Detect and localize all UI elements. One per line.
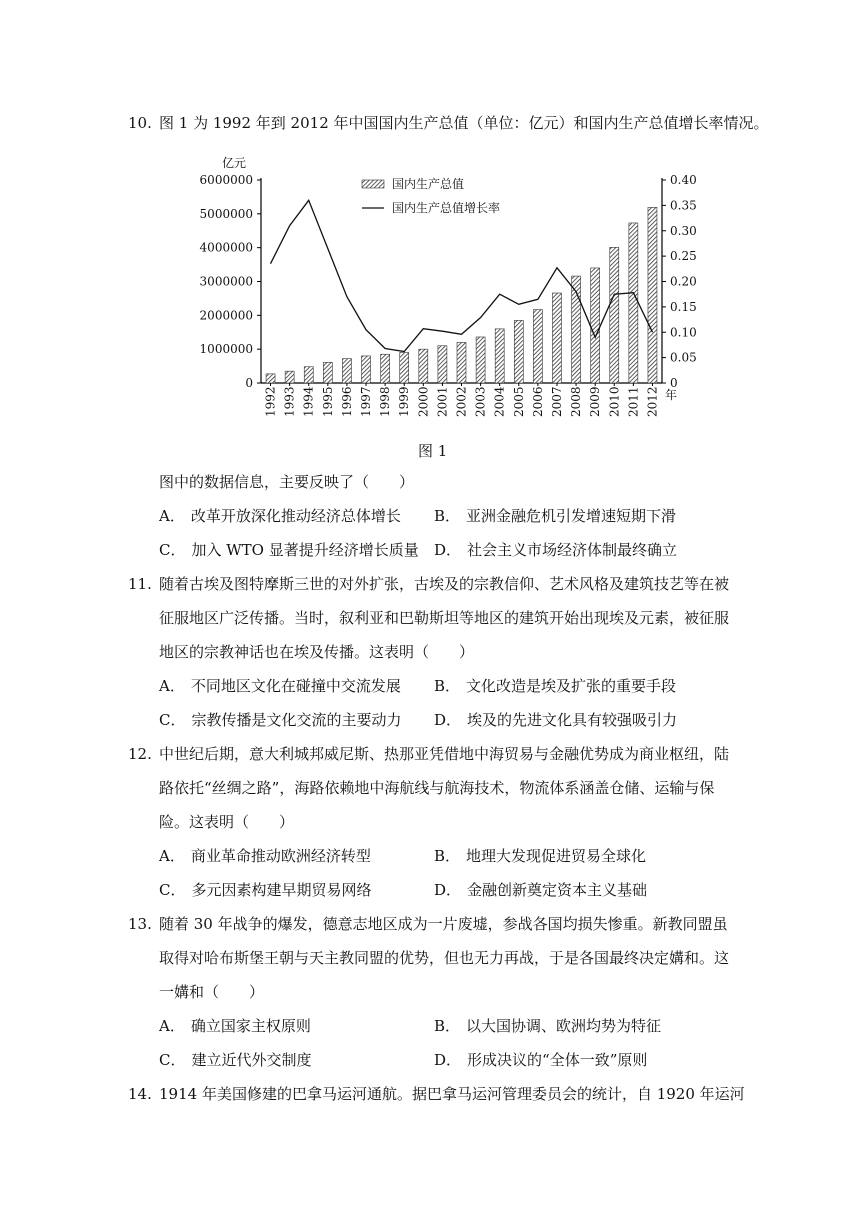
question-number: 13. bbox=[128, 915, 152, 933]
option-letter: B． bbox=[434, 507, 461, 525]
question-stem-line: 图 1 为 1992 年到 2012 年中国国内生产总值（单位：亿元）和国内生产总值增长率情况。 bbox=[159, 114, 769, 132]
option-b[interactable] bbox=[434, 506, 676, 526]
x-tick-label: 1992 bbox=[263, 386, 278, 417]
left-axis-unit-label: 亿元 bbox=[222, 156, 247, 170]
x-tick-label: 1996 bbox=[339, 386, 354, 417]
option-text: 以大国协调、欧洲均势为特征 bbox=[466, 1017, 662, 1035]
question-stem-line: 随着古埃及图特摩斯三世的对外扩张，古埃及的宗教信仰、艺术风格及建筑技艺等在被 bbox=[159, 575, 730, 593]
x-tick-label: 1998 bbox=[378, 386, 393, 417]
option-letter: A． bbox=[159, 677, 185, 695]
question-number: 14. bbox=[128, 1085, 152, 1103]
x-tick-label: 2011 bbox=[626, 386, 641, 417]
option-a[interactable] bbox=[159, 846, 371, 866]
x-tick-label: 2010 bbox=[607, 386, 622, 417]
x-tick-label: 1995 bbox=[320, 386, 335, 417]
right-tick-label: 0.20 bbox=[670, 274, 697, 289]
gdp-bar bbox=[342, 359, 351, 383]
left-tick-label: 3000000 bbox=[199, 274, 253, 289]
x-tick-label: 2002 bbox=[454, 386, 469, 417]
option-letter: D． bbox=[434, 711, 462, 729]
question-stem-line: 险。这表明（ ） bbox=[159, 813, 295, 831]
option-a[interactable] bbox=[159, 676, 401, 696]
right-tick-label: 0.05 bbox=[670, 350, 697, 365]
x-tick-label: 2008 bbox=[569, 386, 584, 417]
right-tick-label: 0.10 bbox=[670, 325, 697, 340]
left-tick-label: 4000000 bbox=[199, 240, 253, 255]
option-letter: D． bbox=[434, 541, 462, 559]
option-text: 建立近代外交制度 bbox=[191, 1051, 312, 1069]
x-tick-label: 2009 bbox=[588, 386, 603, 417]
gdp-bar bbox=[285, 371, 294, 383]
option-text: 地理大发现促进贸易全球化 bbox=[466, 847, 647, 865]
gdp-bar bbox=[419, 349, 428, 383]
question-stem-line: 路依托“丝绸之路”，海路依赖地中海航线与航海技术，物流体系涵盖仓储、运输与保 bbox=[159, 779, 715, 797]
left-tick-label: 5000000 bbox=[199, 206, 253, 221]
gdp-bar bbox=[591, 268, 600, 383]
left-tick-label: 2000000 bbox=[199, 308, 253, 323]
x-tick-label: 2005 bbox=[511, 386, 526, 417]
option-b[interactable] bbox=[434, 676, 676, 696]
legend-line-label: 国内生产总值增长率 bbox=[392, 201, 501, 215]
option-letter: B． bbox=[434, 847, 461, 865]
right-tick-label: 0.30 bbox=[670, 223, 697, 238]
option-b[interactable] bbox=[434, 1016, 661, 1036]
legend-bar-swatch bbox=[362, 180, 384, 188]
gdp-bar bbox=[495, 329, 504, 383]
legend-bar-label: 国内生产总值 bbox=[392, 177, 465, 191]
option-letter: A． bbox=[159, 847, 185, 865]
option-c[interactable] bbox=[159, 540, 419, 560]
option-letter: B． bbox=[434, 1017, 461, 1035]
question-stem-line: 1914 年美国修建的巴拿马运河通航。据巴拿马运河管理委员会的统计，自 1920 年运河 bbox=[159, 1085, 745, 1103]
question-number: 10. bbox=[128, 114, 152, 132]
figure-caption: 图 1 bbox=[418, 442, 448, 460]
question-number: 11. bbox=[128, 575, 152, 593]
option-letter: C． bbox=[159, 711, 186, 729]
right-tick-label: 0.25 bbox=[670, 249, 697, 264]
gdp-bar bbox=[552, 293, 561, 383]
option-text: 形成决议的“全体一致”原则 bbox=[467, 1051, 648, 1069]
option-letter: D． bbox=[434, 881, 462, 899]
x-tick-label: 2004 bbox=[492, 386, 507, 417]
question-stem-line: 征服地区广泛传播。当时，叙利亚和巴勒斯坦等地区的建筑开始出现埃及元素，被征服 bbox=[159, 609, 730, 627]
x-tick-label: 2012 bbox=[645, 386, 660, 417]
right-tick-label: 0.15 bbox=[670, 299, 697, 314]
option-text: 宗教传播是文化交流的主要动力 bbox=[191, 711, 402, 729]
gdp-bar bbox=[400, 353, 409, 383]
gdp-bar bbox=[362, 356, 371, 383]
option-letter: C． bbox=[159, 1051, 186, 1069]
x-tick-label: 1994 bbox=[301, 386, 316, 417]
gdp-bar bbox=[514, 320, 523, 383]
option-c[interactable] bbox=[159, 710, 402, 730]
option-text: 文化改造是埃及扩张的重要手段 bbox=[466, 677, 677, 695]
left-tick-label: 6000000 bbox=[199, 173, 253, 187]
gdp-bar bbox=[266, 374, 275, 383]
gdp-bar bbox=[610, 247, 619, 383]
question-stem-line: 地区的宗教神话也在埃及传播。这表明（ ） bbox=[159, 643, 475, 661]
x-axis-unit-label: 年 bbox=[665, 388, 678, 402]
gdp-bar bbox=[304, 367, 313, 383]
gdp-bar bbox=[457, 342, 466, 383]
right-tick-label: 0.35 bbox=[670, 198, 697, 213]
question-stem-line: 中世纪后期，意大利城邦威尼斯、热那亚凭借地中海贸易与金融优势成为商业枢纽，陆 bbox=[159, 745, 730, 763]
question-prompt: 图中的数据信息，主要反映了（ ） bbox=[159, 473, 415, 491]
gdp-bar bbox=[438, 346, 447, 383]
question-stem-line: 随着 30 年战争的爆发，德意志地区成为一片废墟，参战各国均损失惨重。新教同盟虽 bbox=[159, 915, 728, 933]
option-letter: D． bbox=[434, 1051, 462, 1069]
option-text: 多元因素构建早期贸易网络 bbox=[191, 881, 372, 899]
gdp-bar bbox=[381, 354, 390, 383]
option-a[interactable] bbox=[159, 506, 401, 526]
question-stem-line: 一媾和（ ） bbox=[159, 983, 265, 1001]
option-text: 亚洲金融危机引发增速短期下滑 bbox=[466, 507, 677, 525]
question-number: 12. bbox=[128, 745, 152, 763]
option-text: 金融创新奠定资本主义基础 bbox=[467, 881, 648, 899]
option-letter: C． bbox=[159, 541, 186, 559]
option-letter: B． bbox=[434, 677, 461, 695]
option-text: 不同地区文化在碰撞中交流发展 bbox=[190, 677, 401, 695]
option-a[interactable] bbox=[159, 1016, 311, 1036]
option-d[interactable] bbox=[434, 540, 677, 560]
gdp-bar bbox=[648, 207, 657, 383]
x-tick-label: 2000 bbox=[416, 386, 431, 417]
left-tick-label: 0 bbox=[245, 376, 253, 390]
option-c[interactable] bbox=[159, 1050, 312, 1070]
option-text: 埃及的先进文化具有较强吸引力 bbox=[467, 711, 678, 729]
x-tick-label: 1999 bbox=[397, 386, 412, 417]
option-text: 加入 WTO 显著提升经济增长质量 bbox=[191, 541, 419, 559]
option-d[interactable] bbox=[434, 1050, 647, 1070]
x-tick-label: 2001 bbox=[435, 386, 450, 417]
gdp-bar bbox=[476, 337, 485, 383]
gdp-bar bbox=[323, 362, 332, 383]
left-tick-label: 1000000 bbox=[199, 342, 253, 357]
gdp-chart bbox=[0, 150, 860, 580]
x-tick-label: 1997 bbox=[359, 386, 374, 417]
option-letter: A． bbox=[159, 1017, 185, 1035]
option-letter: C． bbox=[159, 881, 186, 899]
option-letter: A． bbox=[159, 507, 185, 525]
option-b[interactable] bbox=[434, 846, 646, 866]
gdp-bar bbox=[533, 310, 542, 383]
right-tick-label: 0 bbox=[670, 376, 678, 390]
option-text: 确立国家主权原则 bbox=[190, 1017, 311, 1035]
option-d[interactable] bbox=[434, 710, 677, 730]
right-tick-label: 0.40 bbox=[670, 173, 697, 187]
question-stem-line: 取得对哈布斯堡王朝与天主教同盟的优势，但也无力再战，于是各国最终决定媾和。这 bbox=[159, 949, 730, 967]
x-tick-label: 1993 bbox=[282, 386, 297, 417]
option-text: 社会主义市场经济体制最终确立 bbox=[467, 541, 678, 559]
x-tick-label: 2007 bbox=[549, 386, 564, 417]
option-text: 商业革命推动欧洲经济转型 bbox=[190, 847, 371, 865]
gdp-bar bbox=[629, 223, 638, 383]
option-c[interactable] bbox=[159, 880, 372, 900]
x-tick-label: 2003 bbox=[473, 386, 488, 417]
x-tick-label: 2006 bbox=[530, 386, 545, 417]
option-text: 改革开放深化推动经济总体增长 bbox=[190, 507, 401, 525]
option-d[interactable] bbox=[434, 880, 647, 900]
